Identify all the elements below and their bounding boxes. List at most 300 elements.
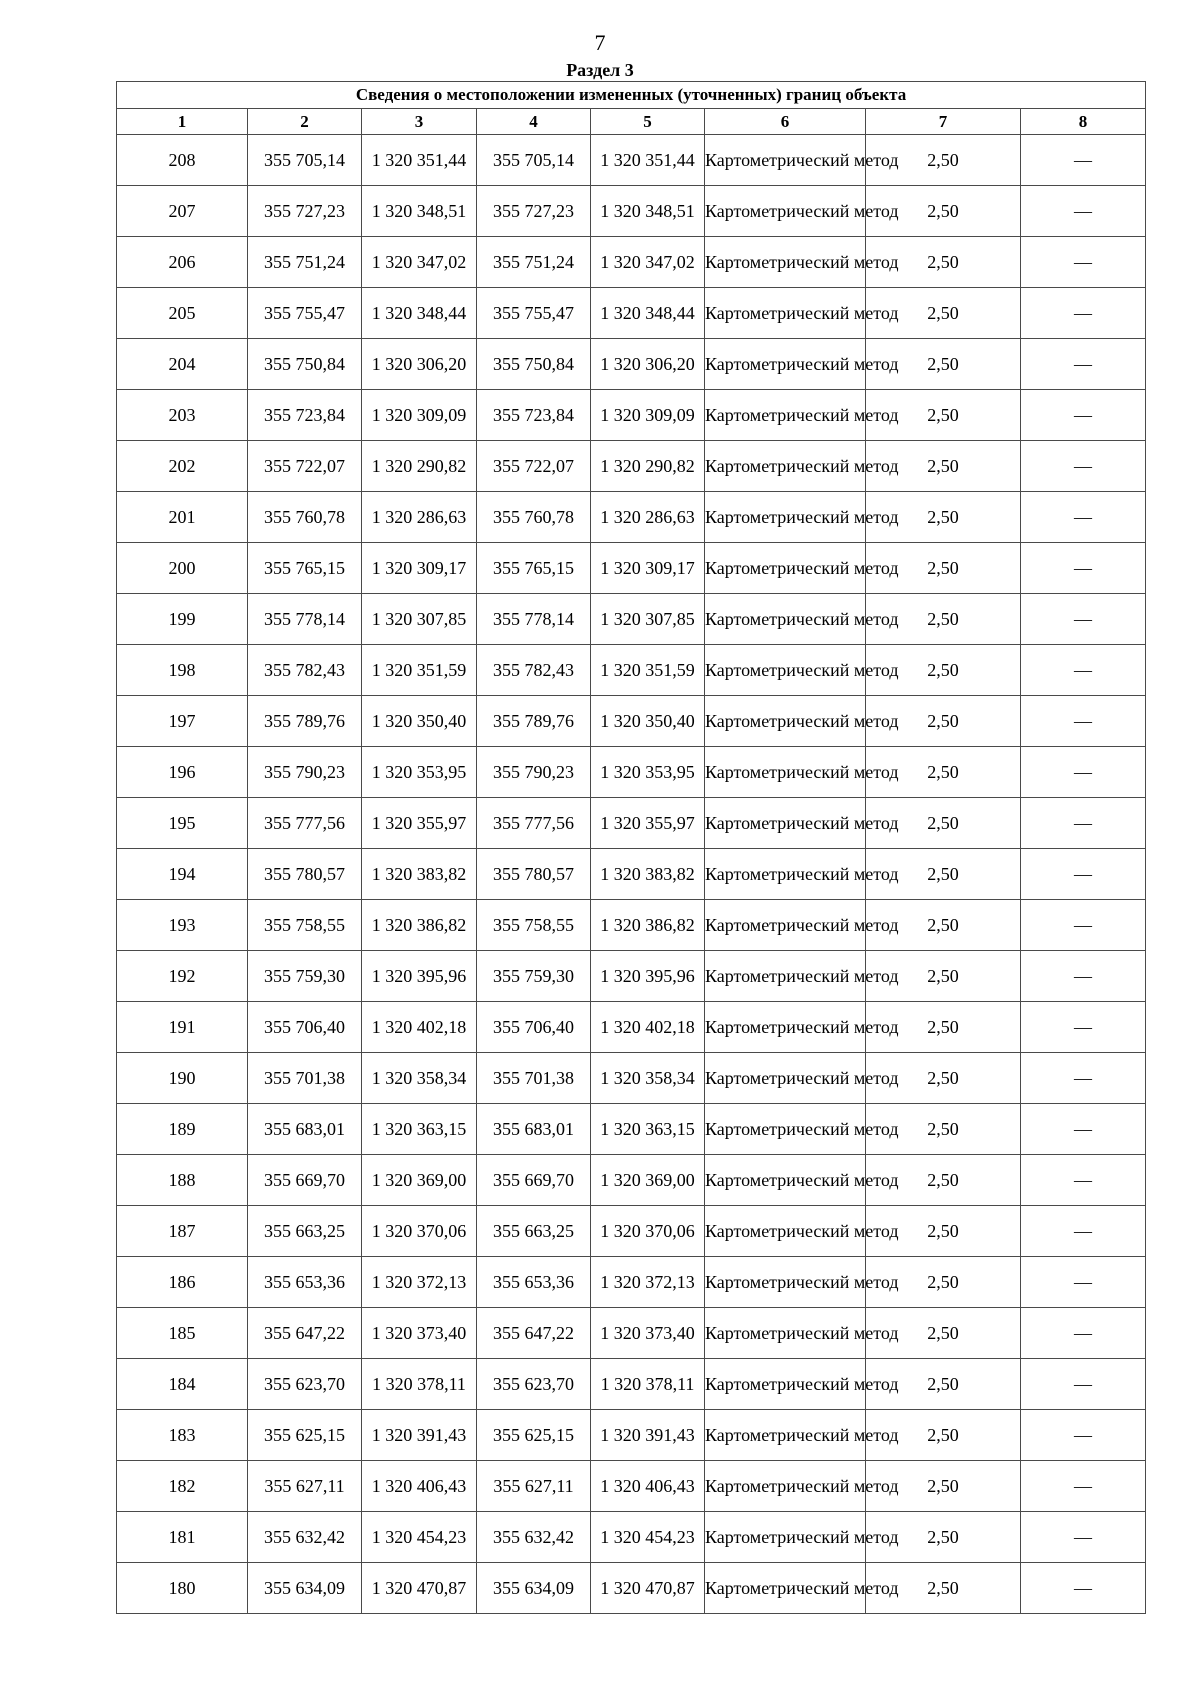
note-cell: — <box>1021 492 1146 543</box>
coordinates-table <box>116 81 1146 1614</box>
x-existing-cell: 355 790,23 <box>248 747 362 798</box>
accuracy-cell: 2,50 <box>866 135 1021 186</box>
note-cell: — <box>1021 1461 1146 1512</box>
table-row <box>117 441 1146 492</box>
x-existing-cell: 355 755,47 <box>248 288 362 339</box>
x-existing-cell: 355 663,25 <box>248 1206 362 1257</box>
method-cell <box>705 237 899 288</box>
method-cell <box>705 186 899 237</box>
method-text: Картометрический метод <box>705 558 899 578</box>
y-new-cell: 1 320 306,20 <box>591 339 705 390</box>
note-cell: — <box>1021 951 1146 1002</box>
y-new-cell: 1 320 373,40 <box>591 1308 705 1359</box>
table-row <box>117 492 1146 543</box>
note-cell: — <box>1021 696 1146 747</box>
x-new-cell: 355 758,55 <box>477 900 591 951</box>
method-cell <box>705 543 899 594</box>
x-new-cell: 355 701,38 <box>477 1053 591 1104</box>
table-row <box>117 135 1146 186</box>
table-row <box>117 390 1146 441</box>
table-caption-row <box>117 82 1146 109</box>
x-existing-cell: 355 634,09 <box>248 1563 362 1614</box>
accuracy-cell: 2,50 <box>866 186 1021 237</box>
x-existing-cell: 355 623,70 <box>248 1359 362 1410</box>
method-text: Картометрический метод <box>705 966 899 986</box>
accuracy-cell: 2,50 <box>866 1563 1021 1614</box>
note-cell: — <box>1021 1410 1146 1461</box>
x-new-cell: 355 789,76 <box>477 696 591 747</box>
y-existing-cell: 1 320 369,00 <box>362 1155 477 1206</box>
method-cell <box>705 135 899 186</box>
note-cell: — <box>1021 186 1146 237</box>
method-text: Картометрический метод <box>705 456 899 476</box>
point-number-cell: 205 <box>117 288 248 339</box>
method-cell <box>705 1002 899 1053</box>
method-cell <box>705 1410 899 1461</box>
accuracy-cell: 2,50 <box>866 900 1021 951</box>
method-cell <box>705 1053 899 1104</box>
note-cell: — <box>1021 339 1146 390</box>
x-existing-cell: 355 647,22 <box>248 1308 362 1359</box>
y-new-cell: 1 320 347,02 <box>591 237 705 288</box>
accuracy-cell: 2,50 <box>866 339 1021 390</box>
x-new-cell: 355 632,42 <box>477 1512 591 1563</box>
x-existing-cell: 355 782,43 <box>248 645 362 696</box>
method-text: Картометрический метод <box>705 1221 899 1241</box>
method-text: Картометрический метод <box>705 507 899 527</box>
accuracy-cell: 2,50 <box>866 1002 1021 1053</box>
method-text: Картометрический метод <box>705 813 899 833</box>
y-existing-cell: 1 320 378,11 <box>362 1359 477 1410</box>
method-text: Картометрический метод <box>705 1578 899 1598</box>
column-number: 1 <box>117 109 248 135</box>
x-new-cell: 355 653,36 <box>477 1257 591 1308</box>
y-new-cell: 1 320 378,11 <box>591 1359 705 1410</box>
x-new-cell: 355 634,09 <box>477 1563 591 1614</box>
method-text: Картометрический метод <box>705 405 899 425</box>
method-cell <box>705 390 899 441</box>
note-cell: — <box>1021 594 1146 645</box>
x-new-cell: 355 750,84 <box>477 339 591 390</box>
y-existing-cell: 1 320 353,95 <box>362 747 477 798</box>
y-existing-cell: 1 320 309,17 <box>362 543 477 594</box>
point-number-cell: 204 <box>117 339 248 390</box>
table-row <box>117 1563 1146 1614</box>
accuracy-cell: 2,50 <box>866 696 1021 747</box>
y-existing-cell: 1 320 350,40 <box>362 696 477 747</box>
y-existing-cell: 1 320 347,02 <box>362 237 477 288</box>
accuracy-cell: 2,50 <box>866 594 1021 645</box>
column-number: 7 <box>866 109 1021 135</box>
note-cell: — <box>1021 441 1146 492</box>
y-existing-cell: 1 320 351,44 <box>362 135 477 186</box>
note-cell: — <box>1021 1308 1146 1359</box>
note-cell: — <box>1021 390 1146 441</box>
x-existing-cell: 355 760,78 <box>248 492 362 543</box>
x-existing-cell: 355 751,24 <box>248 237 362 288</box>
table-row <box>117 951 1146 1002</box>
point-number-cell: 183 <box>117 1410 248 1461</box>
accuracy-cell: 2,50 <box>866 1512 1021 1563</box>
accuracy-cell: 2,50 <box>866 1410 1021 1461</box>
x-existing-cell: 355 627,11 <box>248 1461 362 1512</box>
x-new-cell: 355 755,47 <box>477 288 591 339</box>
point-number-cell: 206 <box>117 237 248 288</box>
x-new-cell: 355 727,23 <box>477 186 591 237</box>
y-existing-cell: 1 320 391,43 <box>362 1410 477 1461</box>
x-existing-cell: 355 759,30 <box>248 951 362 1002</box>
note-cell: — <box>1021 849 1146 900</box>
table-row <box>117 237 1146 288</box>
note-cell: — <box>1021 543 1146 594</box>
table-row <box>117 1002 1146 1053</box>
point-number-cell: 208 <box>117 135 248 186</box>
x-new-cell: 355 790,23 <box>477 747 591 798</box>
accuracy-cell: 2,50 <box>866 747 1021 798</box>
y-new-cell: 1 320 370,06 <box>591 1206 705 1257</box>
x-new-cell: 355 780,57 <box>477 849 591 900</box>
y-existing-cell: 1 320 309,09 <box>362 390 477 441</box>
note-cell: — <box>1021 237 1146 288</box>
method-cell <box>705 441 899 492</box>
point-number-cell: 180 <box>117 1563 248 1614</box>
accuracy-cell: 2,50 <box>866 441 1021 492</box>
x-existing-cell: 355 625,15 <box>248 1410 362 1461</box>
y-existing-cell: 1 320 386,82 <box>362 900 477 951</box>
point-number-cell: 181 <box>117 1512 248 1563</box>
method-cell <box>705 1359 899 1410</box>
y-existing-cell: 1 320 363,15 <box>362 1104 477 1155</box>
x-new-cell: 355 765,15 <box>477 543 591 594</box>
point-number-cell: 197 <box>117 696 248 747</box>
y-existing-cell: 1 320 348,51 <box>362 186 477 237</box>
note-cell: — <box>1021 900 1146 951</box>
y-new-cell: 1 320 391,43 <box>591 1410 705 1461</box>
method-cell <box>705 492 899 543</box>
y-existing-cell: 1 320 286,63 <box>362 492 477 543</box>
y-new-cell: 1 320 350,40 <box>591 696 705 747</box>
x-existing-cell: 355 701,38 <box>248 1053 362 1104</box>
table-row <box>117 288 1146 339</box>
method-text: Картометрический метод <box>705 1068 899 1088</box>
point-number-cell: 189 <box>117 1104 248 1155</box>
point-number-cell: 191 <box>117 1002 248 1053</box>
note-cell: — <box>1021 288 1146 339</box>
y-new-cell: 1 320 348,51 <box>591 186 705 237</box>
point-number-cell: 193 <box>117 900 248 951</box>
method-cell <box>705 339 899 390</box>
method-cell <box>705 645 899 696</box>
accuracy-cell: 2,50 <box>866 1359 1021 1410</box>
y-new-cell: 1 320 363,15 <box>591 1104 705 1155</box>
accuracy-cell: 2,50 <box>866 237 1021 288</box>
column-number: 3 <box>362 109 477 135</box>
point-number-cell: 201 <box>117 492 248 543</box>
y-new-cell: 1 320 383,82 <box>591 849 705 900</box>
y-new-cell: 1 320 290,82 <box>591 441 705 492</box>
point-number-cell: 187 <box>117 1206 248 1257</box>
table-row <box>117 1461 1146 1512</box>
y-new-cell: 1 320 395,96 <box>591 951 705 1002</box>
point-number-cell: 203 <box>117 390 248 441</box>
method-cell <box>705 747 899 798</box>
method-text: Картометрический метод <box>705 1170 899 1190</box>
x-existing-cell: 355 683,01 <box>248 1104 362 1155</box>
point-number-cell: 202 <box>117 441 248 492</box>
x-new-cell: 355 663,25 <box>477 1206 591 1257</box>
table-row <box>117 645 1146 696</box>
note-cell: — <box>1021 1053 1146 1104</box>
table-row <box>117 1359 1146 1410</box>
accuracy-cell: 2,50 <box>866 1206 1021 1257</box>
x-new-cell: 355 683,01 <box>477 1104 591 1155</box>
y-existing-cell: 1 320 470,87 <box>362 1563 477 1614</box>
y-existing-cell: 1 320 351,59 <box>362 645 477 696</box>
method-cell <box>705 849 899 900</box>
y-existing-cell: 1 320 402,18 <box>362 1002 477 1053</box>
method-text: Картометрический метод <box>705 864 899 884</box>
y-new-cell: 1 320 353,95 <box>591 747 705 798</box>
x-new-cell: 355 669,70 <box>477 1155 591 1206</box>
x-existing-cell: 355 777,56 <box>248 798 362 849</box>
accuracy-cell: 2,50 <box>866 645 1021 696</box>
y-new-cell: 1 320 348,44 <box>591 288 705 339</box>
y-new-cell: 1 320 351,59 <box>591 645 705 696</box>
x-existing-cell: 355 706,40 <box>248 1002 362 1053</box>
x-existing-cell: 355 705,14 <box>248 135 362 186</box>
x-new-cell: 355 778,14 <box>477 594 591 645</box>
y-existing-cell: 1 320 306,20 <box>362 339 477 390</box>
accuracy-cell: 2,50 <box>866 390 1021 441</box>
note-cell: — <box>1021 1359 1146 1410</box>
accuracy-cell: 2,50 <box>866 1155 1021 1206</box>
y-new-cell: 1 320 309,17 <box>591 543 705 594</box>
y-new-cell: 1 320 369,00 <box>591 1155 705 1206</box>
y-existing-cell: 1 320 406,43 <box>362 1461 477 1512</box>
table-row <box>117 849 1146 900</box>
y-existing-cell: 1 320 372,13 <box>362 1257 477 1308</box>
section-title: Раздел 3 <box>566 60 634 80</box>
accuracy-cell: 2,50 <box>866 849 1021 900</box>
x-new-cell: 355 751,24 <box>477 237 591 288</box>
table-row <box>117 594 1146 645</box>
x-existing-cell: 355 780,57 <box>248 849 362 900</box>
method-text: Картометрический метод <box>705 303 899 323</box>
page-number: 7 <box>594 30 606 55</box>
note-cell: — <box>1021 1104 1146 1155</box>
table-row <box>117 1155 1146 1206</box>
y-existing-cell: 1 320 290,82 <box>362 441 477 492</box>
table-row <box>117 1104 1146 1155</box>
table-row <box>117 1053 1146 1104</box>
column-number: 4 <box>477 109 591 135</box>
method-cell <box>705 1104 899 1155</box>
method-text: Картометрический метод <box>705 1425 899 1445</box>
x-new-cell: 355 625,15 <box>477 1410 591 1461</box>
accuracy-cell: 2,50 <box>866 1104 1021 1155</box>
accuracy-cell: 2,50 <box>866 1461 1021 1512</box>
point-number-cell: 186 <box>117 1257 248 1308</box>
method-cell <box>705 798 899 849</box>
method-text: Картометрический метод <box>705 915 899 935</box>
note-cell: — <box>1021 747 1146 798</box>
point-number-cell: 185 <box>117 1308 248 1359</box>
table-row <box>117 1308 1146 1359</box>
method-text: Картометрический метод <box>705 201 899 221</box>
note-cell: — <box>1021 135 1146 186</box>
y-new-cell: 1 320 351,44 <box>591 135 705 186</box>
x-new-cell: 355 777,56 <box>477 798 591 849</box>
method-text: Картометрический метод <box>705 150 899 170</box>
method-cell <box>705 1512 899 1563</box>
x-existing-cell: 355 653,36 <box>248 1257 362 1308</box>
method-cell <box>705 900 899 951</box>
method-cell <box>705 288 899 339</box>
x-new-cell: 355 706,40 <box>477 1002 591 1053</box>
method-text: Картометрический метод <box>705 1527 899 1547</box>
y-new-cell: 1 320 386,82 <box>591 900 705 951</box>
y-existing-cell: 1 320 358,34 <box>362 1053 477 1104</box>
table-row <box>117 1206 1146 1257</box>
x-existing-cell: 355 723,84 <box>248 390 362 441</box>
method-text: Картометрический метод <box>705 1017 899 1037</box>
y-existing-cell: 1 320 373,40 <box>362 1308 477 1359</box>
y-existing-cell: 1 320 307,85 <box>362 594 477 645</box>
x-existing-cell: 355 669,70 <box>248 1155 362 1206</box>
point-number-cell: 195 <box>117 798 248 849</box>
column-number: 8 <box>1021 109 1146 135</box>
x-new-cell: 355 705,14 <box>477 135 591 186</box>
table-row <box>117 798 1146 849</box>
method-text: Картометрический метод <box>705 1374 899 1394</box>
y-new-cell: 1 320 355,97 <box>591 798 705 849</box>
accuracy-cell: 2,50 <box>866 1257 1021 1308</box>
point-number-cell: 194 <box>117 849 248 900</box>
table-row <box>117 1410 1146 1461</box>
accuracy-cell: 2,50 <box>866 1053 1021 1104</box>
note-cell: — <box>1021 1257 1146 1308</box>
note-cell: — <box>1021 1563 1146 1614</box>
method-text: Картометрический метод <box>705 711 899 731</box>
method-text: Картометрический метод <box>705 1323 899 1343</box>
note-cell: — <box>1021 1206 1146 1257</box>
method-cell <box>705 1155 899 1206</box>
x-new-cell: 355 627,11 <box>477 1461 591 1512</box>
note-cell: — <box>1021 1155 1146 1206</box>
x-new-cell: 355 759,30 <box>477 951 591 1002</box>
method-cell <box>705 594 899 645</box>
method-text: Картометрический метод <box>705 1272 899 1292</box>
x-existing-cell: 355 789,76 <box>248 696 362 747</box>
x-existing-cell: 355 778,14 <box>248 594 362 645</box>
accuracy-cell: 2,50 <box>866 492 1021 543</box>
y-new-cell: 1 320 372,13 <box>591 1257 705 1308</box>
column-number: 6 <box>705 109 866 135</box>
y-new-cell: 1 320 307,85 <box>591 594 705 645</box>
method-text: Картометрический метод <box>705 762 899 782</box>
method-cell <box>705 1308 899 1359</box>
y-new-cell: 1 320 309,09 <box>591 390 705 441</box>
table-row <box>117 696 1146 747</box>
accuracy-cell: 2,50 <box>866 798 1021 849</box>
note-cell: — <box>1021 798 1146 849</box>
x-existing-cell: 355 722,07 <box>248 441 362 492</box>
y-new-cell: 1 320 406,43 <box>591 1461 705 1512</box>
point-number-cell: 207 <box>117 186 248 237</box>
column-number: 5 <box>591 109 705 135</box>
x-existing-cell: 355 727,23 <box>248 186 362 237</box>
point-number-cell: 182 <box>117 1461 248 1512</box>
note-cell: — <box>1021 645 1146 696</box>
accuracy-cell: 2,50 <box>866 951 1021 1002</box>
y-existing-cell: 1 320 395,96 <box>362 951 477 1002</box>
x-new-cell: 355 722,07 <box>477 441 591 492</box>
table-row <box>117 747 1146 798</box>
accuracy-cell: 2,50 <box>866 543 1021 594</box>
table-row <box>117 339 1146 390</box>
table-row <box>117 1512 1146 1563</box>
table-body <box>117 135 1146 1614</box>
y-new-cell: 1 320 358,34 <box>591 1053 705 1104</box>
point-number-cell: 200 <box>117 543 248 594</box>
note-cell: — <box>1021 1002 1146 1053</box>
table-row <box>117 1257 1146 1308</box>
column-numbers-row <box>117 109 1146 135</box>
method-text: Картометрический метод <box>705 354 899 374</box>
method-cell <box>705 696 899 747</box>
point-number-cell: 198 <box>117 645 248 696</box>
method-cell <box>705 1461 899 1512</box>
y-new-cell: 1 320 454,23 <box>591 1512 705 1563</box>
accuracy-cell: 2,50 <box>866 1308 1021 1359</box>
table-row <box>117 543 1146 594</box>
method-text: Картометрический метод <box>705 1476 899 1496</box>
x-existing-cell: 355 750,84 <box>248 339 362 390</box>
table-caption: Сведения о местоположении измененных (уточненных) границ объекта <box>117 82 1146 109</box>
method-text: Картометрический метод <box>705 609 899 629</box>
y-existing-cell: 1 320 355,97 <box>362 798 477 849</box>
table-row <box>117 186 1146 237</box>
x-existing-cell: 355 632,42 <box>248 1512 362 1563</box>
point-number-cell: 190 <box>117 1053 248 1104</box>
y-existing-cell: 1 320 348,44 <box>362 288 477 339</box>
y-existing-cell: 1 320 454,23 <box>362 1512 477 1563</box>
x-new-cell: 355 647,22 <box>477 1308 591 1359</box>
y-new-cell: 1 320 470,87 <box>591 1563 705 1614</box>
method-text: Картометрический метод <box>705 1119 899 1139</box>
column-number: 2 <box>248 109 362 135</box>
method-text: Картометрический метод <box>705 252 899 272</box>
point-number-cell: 192 <box>117 951 248 1002</box>
y-new-cell: 1 320 402,18 <box>591 1002 705 1053</box>
table-row <box>117 900 1146 951</box>
x-existing-cell: 355 765,15 <box>248 543 362 594</box>
x-new-cell: 355 760,78 <box>477 492 591 543</box>
method-cell <box>705 951 899 1002</box>
method-cell <box>705 1206 899 1257</box>
point-number-cell: 199 <box>117 594 248 645</box>
x-new-cell: 355 623,70 <box>477 1359 591 1410</box>
accuracy-cell: 2,50 <box>866 288 1021 339</box>
note-cell: — <box>1021 1512 1146 1563</box>
method-cell <box>705 1257 899 1308</box>
method-text: Картометрический метод <box>705 660 899 680</box>
x-existing-cell: 355 758,55 <box>248 900 362 951</box>
point-number-cell: 188 <box>117 1155 248 1206</box>
point-number-cell: 196 <box>117 747 248 798</box>
method-cell <box>705 1563 899 1614</box>
point-number-cell: 184 <box>117 1359 248 1410</box>
